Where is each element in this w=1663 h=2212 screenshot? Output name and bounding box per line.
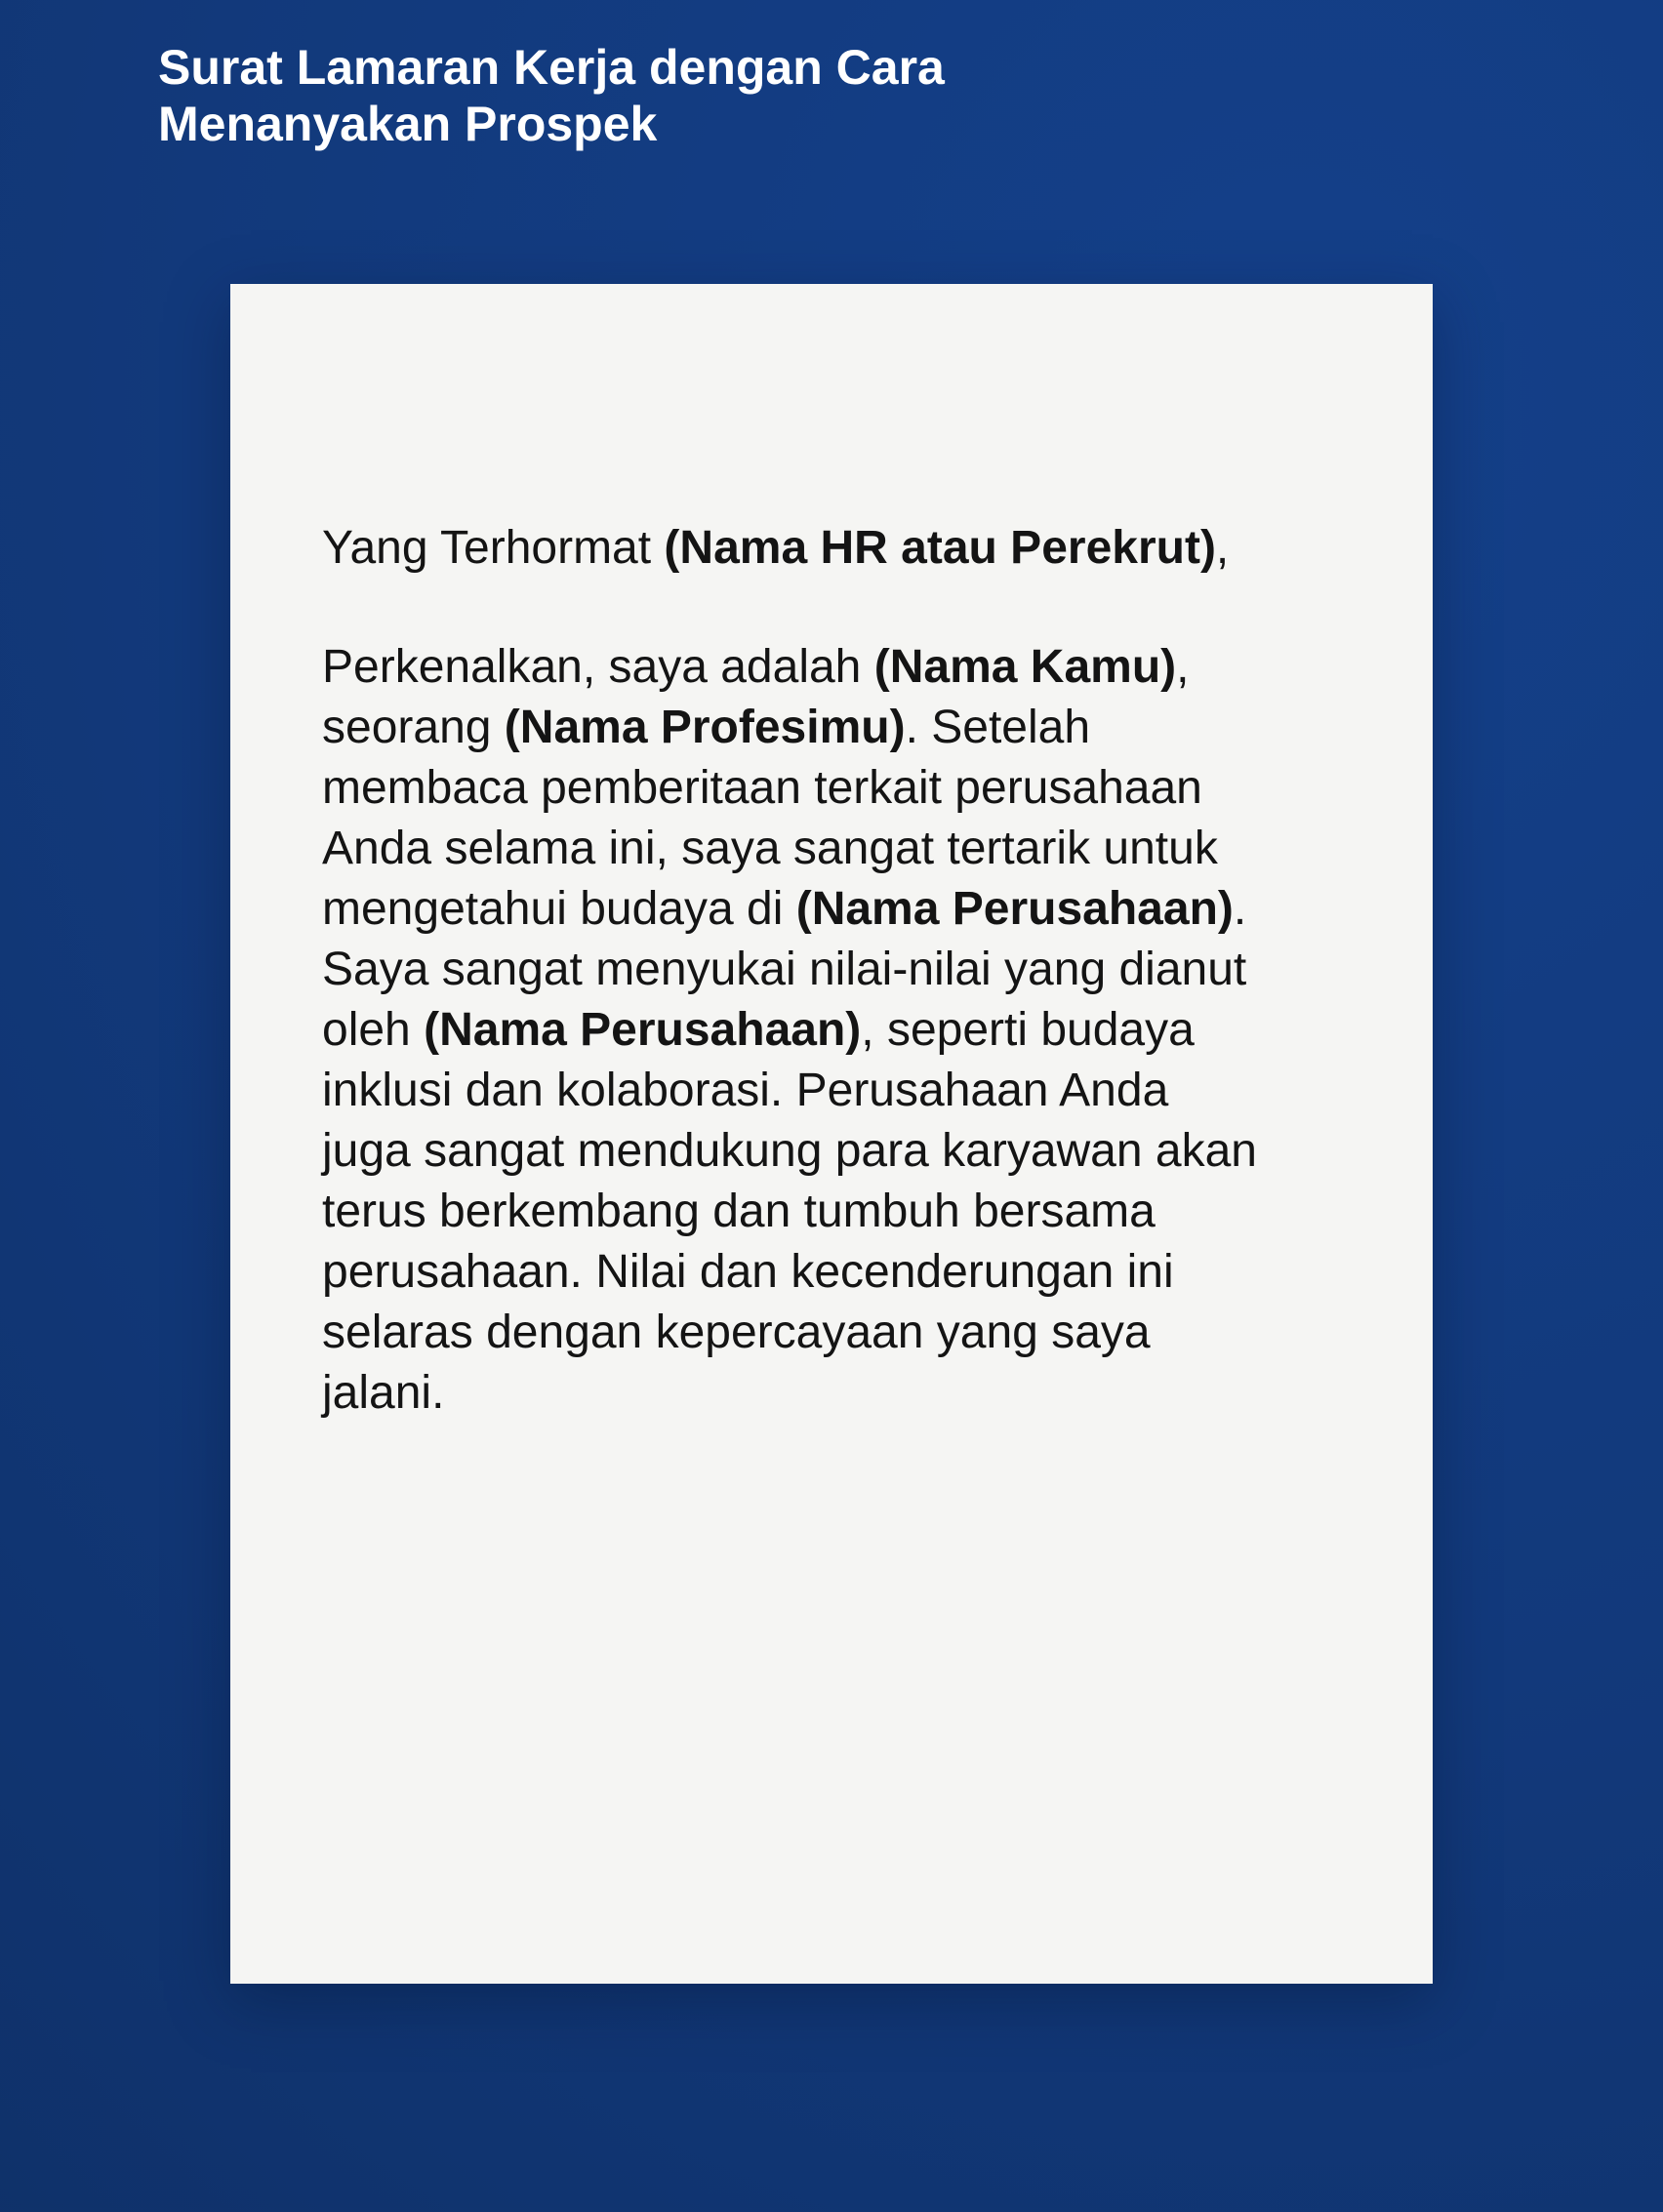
placeholder-bold-text: (Nama Perusahaan) [424,1004,862,1056]
placeholder-bold-text: (Nama Kamu) [873,641,1177,693]
letter-text: mengetahui budaya di [322,883,796,935]
placeholder-bold-text: (Nama HR atau Perekrut) [664,522,1216,574]
letter-text: perusahaan. Nilai dan kecenderungan ini [322,1246,1174,1298]
letter-line [322,1242,1374,1303]
letter-text: , [1215,522,1230,574]
letter-paper [230,284,1433,1984]
letter-text: . [1233,883,1247,935]
letter-line [322,518,1374,579]
letter-text: membaca pemberitaan terkait perusahaan [322,762,1202,814]
page-title-line-1: Surat Lamaran Kerja dengan Cara [158,40,945,95]
letter-text: jalani. [322,1367,445,1419]
letter-line [322,819,1374,879]
letter-text: terus berkembang dan tumbuh bersama [322,1186,1156,1237]
letter-line [322,1000,1374,1061]
letter-paragraph [322,518,1374,579]
letter-line [322,1061,1374,1121]
letter-text: Perkenalkan, saya adalah [322,641,874,693]
letter-text: , [1176,641,1190,693]
letter-line [322,1121,1374,1182]
letter-line [322,758,1374,819]
placeholder-bold-text: (Nama Profesimu) [504,702,906,753]
letter-line [322,637,1374,698]
letter-text: . Setelah [905,702,1091,753]
letter-body [230,284,1433,1424]
letter-line [322,1303,1374,1363]
letter-text: selaras dengan kepercayaan yang saya [322,1307,1151,1358]
placeholder-bold-text: (Nama Perusahaan) [795,883,1234,935]
letter-line [322,940,1374,1000]
letter-line [322,698,1374,758]
letter-paragraph [322,637,1374,1424]
letter-line [322,1182,1374,1242]
letter-text: Saya sangat menyukai nilai-nilai yang dianut [322,944,1247,995]
letter-text: inklusi dan kolaborasi. Perusahaan Anda [322,1065,1169,1116]
letter-text: juga sangat mendukung para karyawan akan [322,1125,1257,1177]
letter-text: oleh [322,1004,425,1056]
letter-text: , seperti budaya [861,1004,1195,1056]
letter-line [322,879,1374,940]
letter-text: seorang [322,702,505,753]
page-title-line-2: Menanyakan Prospek [158,97,658,151]
letter-line [322,1363,1374,1424]
letter-text: Anda selama ini, saya sangat tertarik untuk [322,823,1218,874]
page-title [158,39,945,152]
letter-text: Yang Terhormat [322,522,665,574]
